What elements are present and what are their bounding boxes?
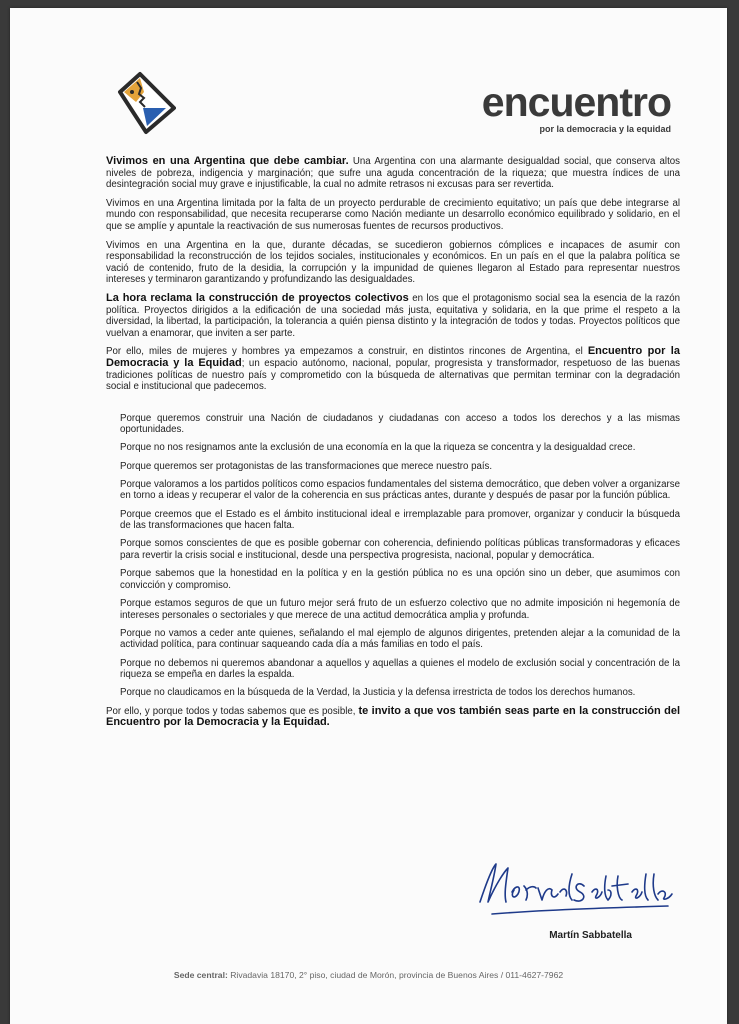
closing-bold: te invito a que vos también seas parte en la construcción del Encuentro por la Democracia y la Equidad.: [106, 704, 681, 729]
paragraph: [106, 240, 680, 286]
reason-item: Porque queremos construir una Nación de ciudadanos y ciudadanas con acceso a todos los derechos y a las mismas oportunidades.: [120, 412, 680, 436]
paragraph: [106, 198, 680, 233]
paragraph-lead: La hora reclama la construcción de proyectos colectivos: [106, 291, 409, 304]
paragraph-lead: Vivimos en una Argentina que debe cambiar.: [106, 155, 349, 167]
reason-item: Porque no vamos a ceder ante quienes, señalando el mal ejemplo de algunos dirigentes, pretenden alejar a la comunidad de la actividad política, para continuar saqueando cada día a más familias en todo el país.: [120, 627, 680, 651]
letter-body: [106, 156, 680, 736]
footer-label: Sede central:: [173, 970, 228, 980]
closing-paragraph: [106, 706, 680, 729]
reason-item: Porque estamos seguros de que un futuro mejor será fruto de un esfuerzo colectivo que no admite imposición ni hegemonía de intereses personales o sectoriales y que merece de una actitud democrática amplia y profunda.: [120, 597, 680, 621]
paragraph: [106, 293, 680, 339]
brand-block: [481, 79, 671, 134]
reason-item: Porque no nos resignamos ante la exclusión de una economía en la que la riqueza se concentra y la desigualdad crece.: [120, 442, 636, 454]
call-text: Por ello, miles de mujeres y hombres ya empezamos a construir, en distintos rincones de Argentina, el: [106, 346, 588, 358]
reason-item: Porque somos conscientes de que es posible gobernar con coherencia, definiendo políticas públicas transformadoras y eficaces para revertir la crisis social e institucional, desde una perspectiva progresista, nacional, popular y democrática.: [120, 538, 680, 561]
closing-text: Por ello, y porque todos y todas sabemos que es posible,: [106, 705, 359, 717]
reason-item: Porque no claudicamos en la búsqueda de la Verdad, la Justicia y la defensa irrestricta de todos los derechos humanos.: [120, 687, 636, 699]
reason-item: Porque no debemos ni queremos abandonar a aquellos y aquellas a quienes el modelo de exclusión social y concentración de la riqueza se empeña en darles la espalda.: [120, 657, 680, 681]
letter-sheet: [10, 8, 727, 1024]
reason-item: Porque sabemos que la honestidad en la política y en la gestión pública no es una opción sino un deber, que asumimos con convicción y compromiso.: [120, 568, 680, 591]
call-paragraph: [106, 346, 680, 392]
encuentro-logo-icon: [110, 70, 176, 136]
paragraph: [106, 156, 680, 191]
brand-name: encuentro: [481, 79, 671, 125]
reason-item: Porque creemos que el Estado es el ámbito institucional ideal e irremplazable para promover, organizar y conducir la búsqueda de las transformaciones que hacen falta.: [120, 508, 680, 532]
reason-item: Porque queremos ser protagonistas de las transformaciones que merece nuestro país.: [120, 460, 493, 472]
reason-item: Porque valoramos a los partidos políticos como espacios fundamentales del sistema democrático, que deben volver a organizarse en torno a ideas y recuperar el valor de la coherencia en sus prácticas antes, durante y después de pasar por la función pública.: [120, 478, 680, 502]
reasons-list: [120, 413, 680, 699]
footer-address: [10, 970, 727, 980]
call-bold: Encuentro por la Democracia y la Equidad: [106, 345, 680, 369]
paragraph-text: Vivimos en una Argentina limitada por la falta de un proyecto perdurable de crecimiento equitativo; un país que debe integrarse al mundo con responsabilidad, que necesita recuperarse como Nación mediante un desarrollo económico equilibrado y solidario, en el que se amplíe y apuntale la reactivación de sus numerosas fuentes de recursos productivos.: [106, 197, 680, 232]
brand-tagline: por la democracia y la equidad: [539, 124, 671, 134]
paragraph-text: en los que el protagonismo social sea la esencia de la razón política. Proyectos dirigidos a la edificación de una sociedad más justa, equitativa y solidaria, en la que prime el respeto a la diversidad, la libertad, la participación, la tolerancia a quién piensa distinto y la integración de todos y todas. Proyectos políticos que vuelvan a enamorar, que inviten a ser parte.: [106, 292, 680, 339]
footer-address-text: Rivadavia 18170, 2° piso, ciudad de Morón, provincia de Buenos Aires / 011-4627-7962: [227, 970, 564, 980]
call-text-after: ; un espacio autónomo, nacional, popular, progresista y transformador, respetuoso de las buenas tradiciones políticas de nuestro país y comprometido con la búsqueda de alternativas que permitan terminar con la degradación social e institucional que padecemos.: [106, 357, 680, 393]
paragraph-text: Una Argentina con una alarmante desigualdad social, que conserva altos niveles de pobreza, indigencia y marginación; que sufre una aguda concentración de la riqueza; que muestra índices de una desintegración social muy grave e injustificable, la cual no admite retrasos ni excusas para ser revertida.: [106, 156, 681, 191]
handwritten-signature: [472, 856, 680, 924]
signer-name: Martín Sabbatella: [549, 930, 632, 941]
paragraph-text: Vivimos en una Argentina en la que, durante décadas, se sucedieron gobiernos cómplices e incapaces de asumir con responsabilidad la reconstrucción de los tejidos sociales, institucionales y económicos. En un país en el que la palabra política se vació de contenido, fruto de la desidia, la corrupción y la impunidad de quienes llegaron al Estado para representar nuestros intereses y terminaron garantizando y profundizando las desigualdades.: [106, 239, 680, 286]
